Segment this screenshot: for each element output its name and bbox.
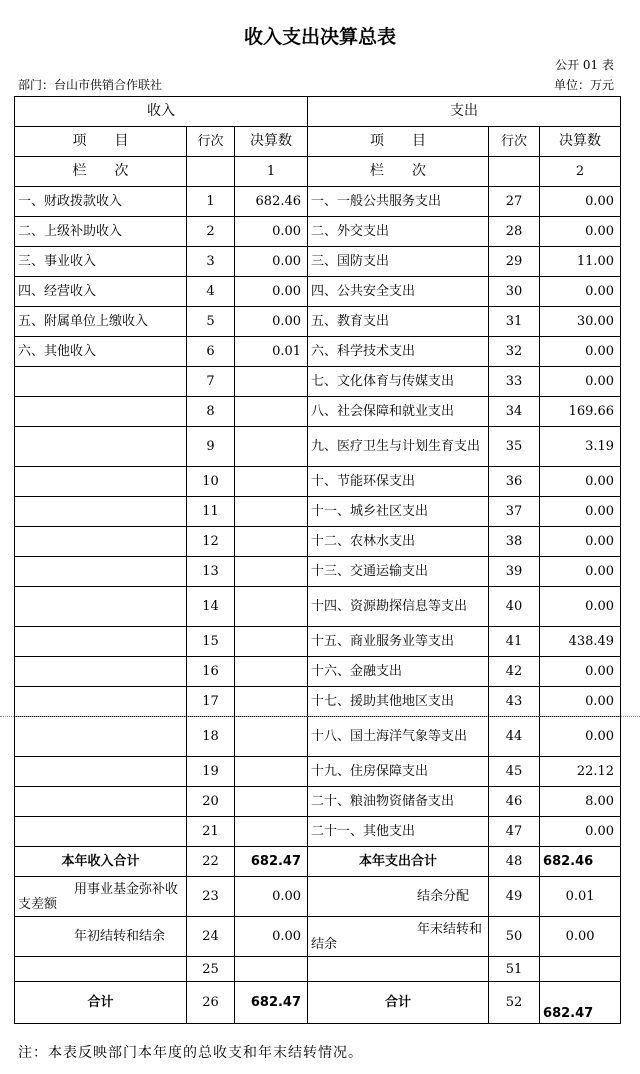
income-item: [15, 717, 187, 757]
end-balance-line: 50: [489, 917, 540, 957]
income-line: 1: [187, 187, 235, 217]
table-row: [15, 557, 621, 587]
page-break-line: [0, 716, 640, 717]
begin-balance-amount: 0.00: [235, 917, 308, 957]
blank-expense-item: [308, 957, 489, 982]
expense-amount: 30.00: [540, 307, 621, 337]
blank-income-amount: [235, 957, 308, 982]
expense-item: 四、公共安全支出: [308, 277, 489, 307]
blank-income-item: [15, 957, 187, 982]
income-item: [15, 787, 187, 817]
fund-offset-label: 用事业基金弥补收支差额: [15, 877, 187, 917]
expense-line: 33: [489, 367, 540, 397]
table-row: [15, 687, 621, 717]
expense-line: 30: [489, 277, 540, 307]
expense-line: 42: [489, 657, 540, 687]
expense-line: 38: [489, 527, 540, 557]
income-item: [15, 657, 187, 687]
income-line: 2: [187, 217, 235, 247]
expense-item: 十七、援助其他地区支出: [308, 687, 489, 717]
expense-item: 十八、国土海洋气象等支出: [308, 717, 489, 757]
income-amount: [235, 557, 308, 587]
expense-line-header: 行次: [489, 127, 540, 157]
expense-item: 七、文化体育与传媒支出: [308, 367, 489, 397]
income-item-header: 项 目: [15, 127, 187, 157]
expense-item: 十四、资源勘探信息等支出: [308, 587, 489, 627]
income-amount: [235, 497, 308, 527]
expense-line: 45: [489, 757, 540, 787]
income-amount: [235, 587, 308, 627]
table-row: [15, 277, 621, 307]
expense-item: 十九、住房保障支出: [308, 757, 489, 787]
income-amount-header: 决算数: [235, 127, 308, 157]
table-row: [15, 427, 621, 467]
year-expense-total-amount: 682.46: [540, 847, 621, 877]
income-amount: [235, 657, 308, 687]
expense-line: 46: [489, 787, 540, 817]
table-note: 注：本表反映部门本年度的总收支和年末结转情况。: [18, 1045, 363, 1061]
income-item: [15, 397, 187, 427]
form-number: 公开 01 表: [555, 58, 614, 72]
expense-amount: 0.00: [540, 217, 621, 247]
income-amount: [235, 717, 308, 757]
year-income-total-label: 本年收入合计: [15, 847, 187, 877]
income-line-header: 行次: [187, 127, 235, 157]
table-row: [15, 817, 621, 847]
expense-line: 28: [489, 217, 540, 247]
expense-amount: 0.00: [540, 527, 621, 557]
table-row: [15, 787, 621, 817]
surplus-distribution-amount: 0.01: [540, 877, 621, 917]
expense-line: 47: [489, 817, 540, 847]
expense-amount: 438.49: [540, 627, 621, 657]
expense-line: 40: [489, 587, 540, 627]
expense-item: 十二、农林水支出: [308, 527, 489, 557]
table-row: [15, 497, 621, 527]
table-row: [15, 337, 621, 367]
surplus-distribution-line: 49: [489, 877, 540, 917]
income-line: 12: [187, 527, 235, 557]
expense-amount: 0.00: [540, 497, 621, 527]
income-item: 三、事业收入: [15, 247, 187, 277]
income-amount: [235, 467, 308, 497]
expense-column-label: 栏 次: [308, 157, 489, 187]
expense-item: 八、社会保障和就业支出: [308, 397, 489, 427]
expense-item-header: 项 目: [308, 127, 489, 157]
income-amount: [235, 367, 308, 397]
expense-line: 31: [489, 307, 540, 337]
expense-amount: 0.00: [540, 337, 621, 367]
expense-header: 支出: [308, 97, 621, 127]
table-row: [15, 367, 621, 397]
expense-line: 32: [489, 337, 540, 367]
expense-item: 二、外交支出: [308, 217, 489, 247]
expense-amount: 0.00: [540, 657, 621, 687]
expense-item: 十、节能环保支出: [308, 467, 489, 497]
income-amount: 0.00: [235, 217, 308, 247]
expense-amount: 0.00: [540, 687, 621, 717]
income-amount: 0.00: [235, 277, 308, 307]
income-item: [15, 427, 187, 467]
expense-amount: 0.00: [540, 817, 621, 847]
department-label: 部门：台山市供销合作联社: [18, 78, 163, 92]
income-amount: [235, 687, 308, 717]
income-amount: [235, 757, 308, 787]
expense-line: 41: [489, 627, 540, 657]
income-amount: 0.01: [235, 337, 308, 367]
expense-line: 29: [489, 247, 540, 277]
blank-expense-line: 51: [489, 957, 540, 982]
income-line: 3: [187, 247, 235, 277]
expense-amount: 0.00: [540, 277, 621, 307]
year-income-total-line: 22: [187, 847, 235, 877]
table-row: [15, 217, 621, 247]
year-income-total-amount: 682.47: [235, 847, 308, 877]
income-amount: 0.00: [235, 247, 308, 277]
income-expense-table: [14, 96, 621, 1024]
expense-line: 43: [489, 687, 540, 717]
income-column-label: 栏 次: [15, 157, 187, 187]
table-row: [15, 627, 621, 657]
income-line: 13: [187, 557, 235, 587]
income-header: 收入: [15, 97, 308, 127]
income-amount: [235, 627, 308, 657]
expense-amount: 3.19: [540, 427, 621, 467]
begin-balance-label: 年初结转和结余: [15, 917, 187, 957]
income-line: 20: [187, 787, 235, 817]
income-line: 5: [187, 307, 235, 337]
expense-line: 34: [489, 397, 540, 427]
income-item: 五、附属单位上缴收入: [15, 307, 187, 337]
grand-expense-total-label: 合计: [308, 982, 489, 1024]
table-row: [15, 657, 621, 687]
expense-amount-header: 决算数: [540, 127, 621, 157]
year-expense-total-line: 48: [489, 847, 540, 877]
unit-label: 单位：万元: [553, 78, 614, 92]
income-line: 8: [187, 397, 235, 427]
income-item: [15, 587, 187, 627]
expense-line: 39: [489, 557, 540, 587]
fund-offset-amount: 0.00: [235, 877, 308, 917]
expense-amount: 169.66: [540, 397, 621, 427]
income-line: 6: [187, 337, 235, 367]
grand-income-total-label: 合计: [15, 982, 187, 1024]
expense-line: 27: [489, 187, 540, 217]
table-row: [15, 397, 621, 427]
grand-income-total-line: 26: [187, 982, 235, 1024]
expense-amount: 0.00: [540, 717, 621, 757]
expense-item: 十五、商业服务业等支出: [308, 627, 489, 657]
table-row: [15, 247, 621, 277]
income-amount: [235, 787, 308, 817]
income-line: 14: [187, 587, 235, 627]
income-line: 19: [187, 757, 235, 787]
income-column-number: 1: [235, 157, 308, 187]
expense-line: 36: [489, 467, 540, 497]
income-line: 11: [187, 497, 235, 527]
expense-item: 九、医疗卫生与计划生育支出: [308, 427, 489, 467]
income-item: [15, 467, 187, 497]
table-row: [15, 587, 621, 627]
income-line: 15: [187, 627, 235, 657]
end-balance-label: 年末结转和结余: [308, 917, 489, 957]
income-line: 18: [187, 717, 235, 757]
income-item: [15, 557, 187, 587]
income-item: [15, 527, 187, 557]
expense-line: 44: [489, 717, 540, 757]
page-title: 收入支出决算总表: [243, 26, 396, 48]
income-amount: 682.46: [235, 187, 308, 217]
expense-amount: 22.12: [540, 757, 621, 787]
expense-amount: 0.00: [540, 467, 621, 497]
income-line: 21: [187, 817, 235, 847]
income-item: 一、财政拨款收入: [15, 187, 187, 217]
grand-expense-total-amount: 682.47: [540, 982, 621, 1024]
expense-item: 三、国防支出: [308, 247, 489, 277]
table-row: [15, 307, 621, 337]
expense-item: 二十、粮油物资储备支出: [308, 787, 489, 817]
expense-amount: 0.00: [540, 557, 621, 587]
expense-item: 十三、交通运输支出: [308, 557, 489, 587]
income-line: 10: [187, 467, 235, 497]
income-item: 六、其他收入: [15, 337, 187, 367]
expense-item: 五、教育支出: [308, 307, 489, 337]
income-item: [15, 367, 187, 397]
income-amount: [235, 527, 308, 557]
income-amount: [235, 397, 308, 427]
expense-item: 十一、城乡社区支出: [308, 497, 489, 527]
expense-item: 一、一般公共服务支出: [308, 187, 489, 217]
table-row: [15, 717, 621, 757]
expense-amount: 8.00: [540, 787, 621, 817]
expense-amount: 0.00: [540, 587, 621, 627]
income-amount: [235, 817, 308, 847]
table-row: [15, 187, 621, 217]
expense-amount: 0.00: [540, 367, 621, 397]
blank-income-line: 25: [187, 957, 235, 982]
expense-line: 35: [489, 427, 540, 467]
expense-item: 六、科学技术支出: [308, 337, 489, 367]
expense-amount: 11.00: [540, 247, 621, 277]
income-item: 二、上级补助收入: [15, 217, 187, 247]
income-item: [15, 687, 187, 717]
expense-column-number: 2: [540, 157, 621, 187]
surplus-distribution-label: 结余分配: [308, 877, 489, 917]
income-line: 4: [187, 277, 235, 307]
income-amount: 0.00: [235, 307, 308, 337]
expense-item: 二十一、其他支出: [308, 817, 489, 847]
income-line: 7: [187, 367, 235, 397]
income-item: [15, 757, 187, 787]
end-balance-amount: 0.00: [540, 917, 621, 957]
table-row: [15, 527, 621, 557]
income-line: 17: [187, 687, 235, 717]
income-line: 9: [187, 427, 235, 467]
income-item: [15, 627, 187, 657]
expense-column-blank: [489, 157, 540, 187]
blank-expense-amount: [540, 957, 621, 982]
expense-line: 37: [489, 497, 540, 527]
grand-income-total-amount: 682.47: [235, 982, 308, 1024]
begin-balance-line: 24: [187, 917, 235, 957]
expense-item: 十六、金融支出: [308, 657, 489, 687]
table-row: [15, 757, 621, 787]
fund-offset-line: 23: [187, 877, 235, 917]
income-line: 16: [187, 657, 235, 687]
table-row: [15, 467, 621, 497]
income-item: [15, 497, 187, 527]
income-column-blank: [187, 157, 235, 187]
income-item: 四、经营收入: [15, 277, 187, 307]
income-item: [15, 817, 187, 847]
year-expense-total-label: 本年支出合计: [308, 847, 489, 877]
expense-amount: 0.00: [540, 187, 621, 217]
income-amount: [235, 427, 308, 467]
grand-expense-total-line: 52: [489, 982, 540, 1024]
